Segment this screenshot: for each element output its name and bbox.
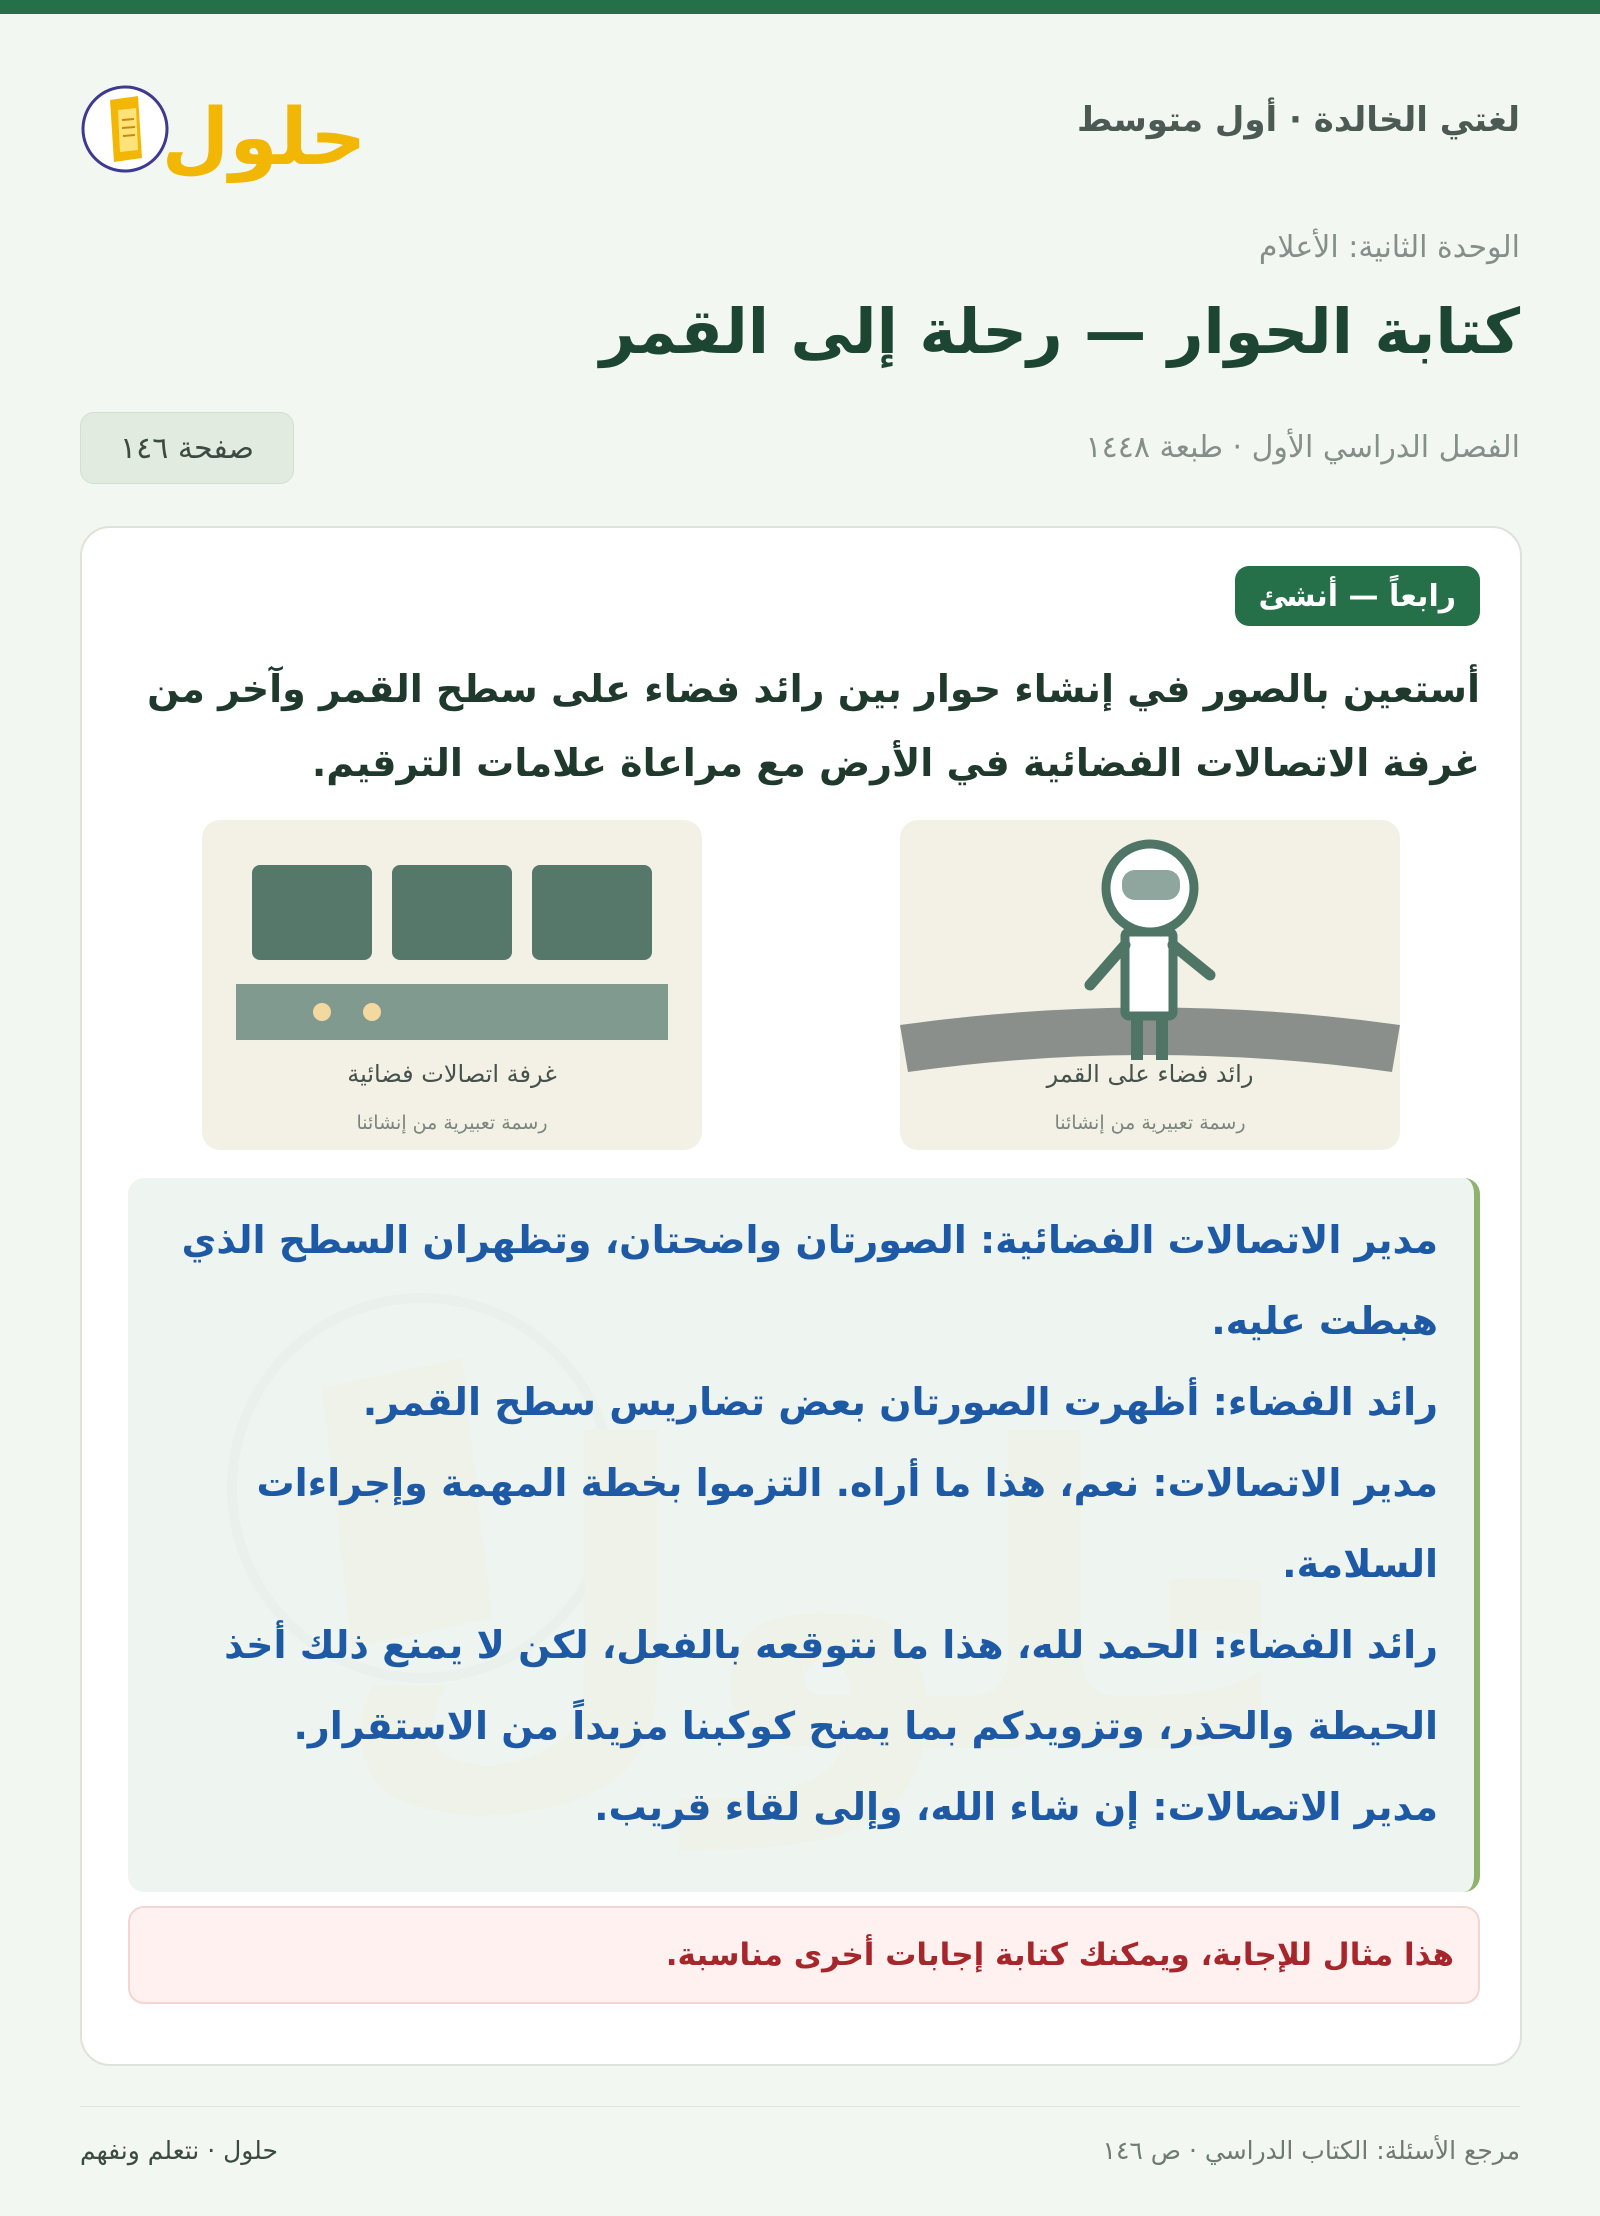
footer-brand: حلول · نتعلم ونفهم [80,2136,278,2165]
hulul-logo[interactable] [80,66,360,186]
dialogue-line: مدير الاتصالات: إن شاء الله، وإلى لقاء قريب. [594,1785,1438,1829]
answer-note: هذا مثال للإجابة، ويمكنك كتابة إجابات أخرى مناسبة. [128,1906,1480,2004]
logo-graphic [80,66,360,186]
book-title: لغتي الخالدة · أول متوسط [1076,100,1520,140]
top-accent-bar [0,0,1600,14]
figure-note: رسمة تعبيرية من إنشائنا [1054,1112,1246,1134]
exercise-card [80,526,1522,2066]
lesson-title: كتابة الحوار — رحلة إلى القمر [599,295,1520,368]
page-header [80,66,1520,186]
footer-divider [80,2106,1520,2107]
semester-edition: الفصل الدراسي الأول · طبعة ١٤٤٨ [1085,430,1520,465]
figure-caption: رائد فضاء على القمر [1046,1060,1254,1088]
dialogue-line: رائد الفضاء: الحمد لله، هذا ما نتوقعه بالفعل، لكن لا يمنع ذلك أخذ الحيطة والحذر، وتزويدكم بما يمنح كوكبنا مزيداً من الاستقرار. [224,1623,1438,1748]
question-text: أستعين بالصور في إنشاء حوار بين رائد فضاء على سطح القمر وآخر من غرفة الاتصالات الفضائية في الأرض مع مراعاة علامات الترقيم. [147,667,1480,785]
section-badge: رابعاً — أنشئ [1235,566,1480,626]
dialogue-line: رائد الفضاء: أظهرت الصورتان بعض تضاريس سطح القمر. [362,1380,1438,1424]
page-number-badge: صفحة ١٤٦ [80,412,294,484]
figure-caption: غرفة اتصالات فضائية [347,1060,557,1088]
figure-astronaut [900,820,1400,1150]
astronaut-illustration [900,820,1400,1150]
footer-reference: مرجع الأسئلة: الكتاب الدراسي · ص ١٤٦ [1102,2136,1520,2165]
unit-label: الوحدة الثانية: الأعلام [1258,230,1520,265]
dialogue-line: مدير الاتصالات: نعم، هذا ما أراه. التزموا بخطة المهمة وإجراءات السلامة. [256,1461,1438,1586]
dialogue-answer [128,1178,1480,1892]
figure-control-room [202,820,702,1150]
figure-note: رسمة تعبيرية من إنشائنا [356,1112,548,1134]
dialogue-line: مدير الاتصالات الفضائية: الصورتان واضحتان، وتظهران السطح الذي هبطت عليه. [181,1218,1438,1343]
svg-text:حلول: حلول [161,93,360,183]
control-room-illustration [202,820,702,1150]
